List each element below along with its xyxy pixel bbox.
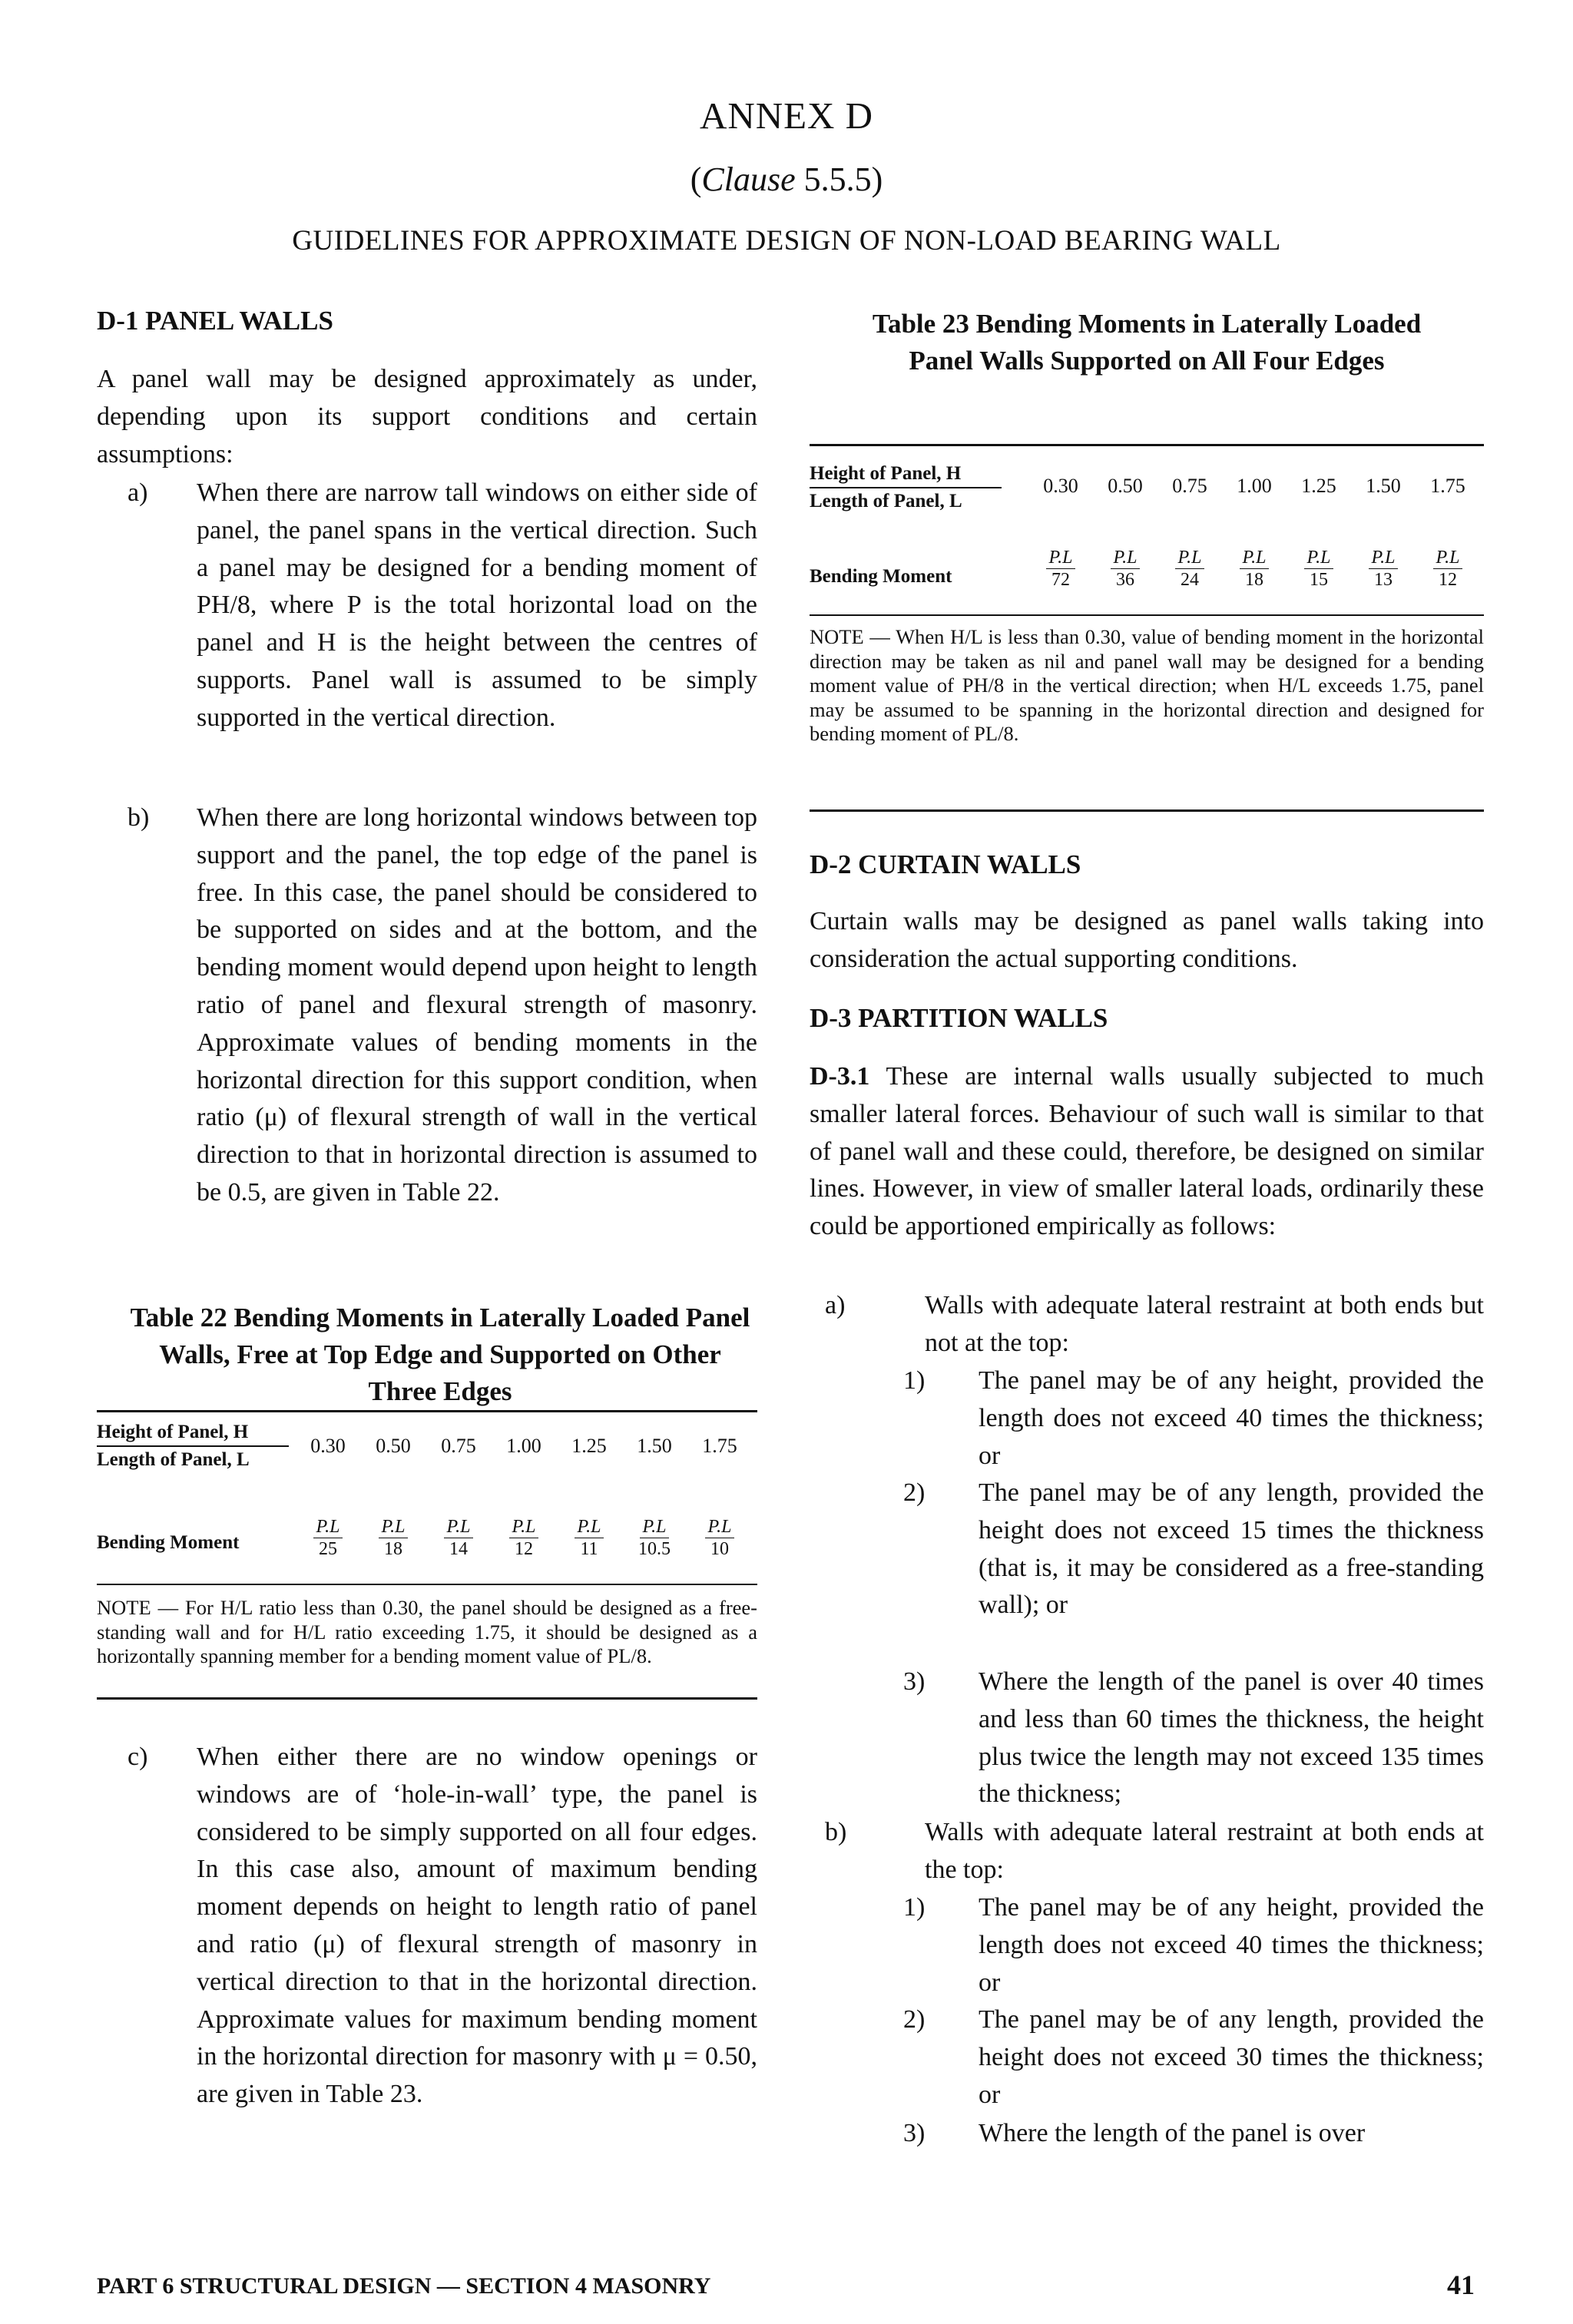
d3-item-b3	[810, 2115, 1484, 2153]
table23-ratio-2: 0.75	[1172, 475, 1207, 497]
table22-moment-2	[432, 1516, 485, 1560]
table23-moment-numerator-0: P.L	[1046, 547, 1076, 569]
table22	[97, 1410, 757, 1687]
d3-item-a1-label: 1)	[903, 1366, 926, 1395]
d1-heading: D-1 PANEL WALLS	[97, 306, 333, 336]
d3-item-b3-label: 3)	[903, 2119, 926, 2147]
table22-ratio-4: 1.25	[571, 1435, 607, 1457]
table22-ratio-label-top: Height of Panel, H	[97, 1422, 249, 1442]
table23-ratio-label-bottom: Length of Panel, L	[810, 491, 962, 511]
table23-moment-label: Bending Moment	[810, 566, 952, 587]
table22-moment-numerator-2: P.L	[444, 1516, 474, 1538]
table23-moment-numerator-3: P.L	[1240, 547, 1270, 569]
table22-moment-4	[562, 1516, 616, 1560]
table22-moment-6	[693, 1516, 747, 1560]
d3-item-a2-text: The panel may be of any length, provided the height does not exceed 15 times the thickness (that is, it may be considered as a free-standing wall); or	[979, 1478, 1484, 1620]
table22-moment-denominator-5: 10.5	[638, 1539, 671, 1559]
d3-item-b	[810, 1814, 1484, 1889]
table23-ratio-4: 1.25	[1301, 475, 1336, 497]
table23-moment-denominator-6: 12	[1439, 570, 1457, 590]
table22-ratio-fraction-line	[97, 1445, 289, 1447]
d3-item-a-text: Walls with adequate lateral restraint at both ends but not at the top:	[925, 1291, 1484, 1357]
table22-note: NOTE — For H/L ratio less than 0.30, the panel should be designed as a free-standing wall and for H/L ratio exceeding 1.75, it should be designed as a horizontally spanning member for a bending moment value of PL/8.	[97, 1596, 757, 1667]
table23-moment-numerator-5: P.L	[1369, 547, 1399, 569]
table22-moment-numerator-0: P.L	[313, 1516, 343, 1538]
d3-item-a2-label: 2)	[903, 1478, 926, 1507]
table23-moment-denominator-3: 18	[1245, 570, 1263, 590]
table23-moment-numerator-4: P.L	[1304, 547, 1334, 569]
table22-ratio-0: 0.30	[310, 1435, 346, 1457]
d2-text: Curtain walls may be designed as panel walls taking into consideration the actual supporting conditions.	[810, 907, 1484, 973]
footer-section-title: PART 6 STRUCTURAL DESIGN — SECTION 4 MASONRY	[97, 2273, 711, 2299]
d3-item-b-text: Walls with adequate lateral restraint at both ends at the top:	[925, 1818, 1484, 1884]
table23-moment-numerator-6: P.L	[1433, 547, 1463, 569]
table22-ratio-6: 1.75	[702, 1435, 737, 1457]
page-number: 41	[1447, 2269, 1475, 2300]
table22-moment-denominator-3: 12	[515, 1539, 533, 1559]
table22-moment-0	[301, 1516, 355, 1560]
table22-moment-numerator-3: P.L	[509, 1516, 539, 1538]
annex-title: ANNEX D	[699, 94, 874, 137]
table23-moment-5	[1356, 547, 1410, 591]
table22-moment-numerator-5: P.L	[640, 1516, 670, 1538]
table22-moment-numerator-1: P.L	[379, 1516, 409, 1538]
table22-moment-denominator-1: 18	[384, 1539, 402, 1559]
table22-moment-5	[628, 1516, 681, 1560]
table22-moment-numerator-4: P.L	[575, 1516, 604, 1538]
table22-ratio-3: 1.00	[506, 1435, 541, 1457]
table22-moment-3	[497, 1516, 551, 1560]
d1-item-a-text: When there are narrow tall windows on either side of panel, the panel spans in the vertical direction. Such a panel may be designed for a bending moment of PH/8, where P is the total horizontal load on the panel and H is the height between the centres of supports. Panel wall is assumed to be simply supported in the vertical direction.	[197, 478, 757, 732]
table22-ratio-label-bottom: Length of Panel, L	[97, 1449, 250, 1470]
table23-ratio-fraction-line	[810, 487, 1002, 488]
table23-ratio-1: 0.50	[1108, 475, 1143, 497]
clause-reference: (Clause 5.5.5)	[690, 161, 883, 198]
table22-ratio-2: 0.75	[441, 1435, 476, 1457]
d3-item-a-label: a)	[825, 1291, 846, 1319]
table23-moment-0	[1034, 547, 1088, 591]
d3-item-b-label: b)	[825, 1818, 847, 1846]
table23-mid-rule	[810, 614, 1484, 616]
d3-item-a3	[810, 1664, 1484, 1813]
table23-top-rule	[810, 444, 1484, 446]
table23-moment-denominator-4: 15	[1310, 570, 1328, 590]
d3-heading: D-3 PARTITION WALLS	[810, 1003, 1108, 1033]
table23-moment-6	[1421, 547, 1475, 591]
d3-item-a3-label: 3)	[903, 1667, 926, 1696]
table23-moment-denominator-1: 36	[1116, 570, 1134, 590]
table23-ratio-3: 1.00	[1237, 475, 1272, 497]
clause-word: Clause	[701, 161, 796, 198]
table22-mid-rule	[97, 1584, 757, 1585]
d1-item-a-label: a)	[127, 478, 148, 507]
d1-item-c-label: c)	[127, 1743, 148, 1771]
table22-moment-label: Bending Moment	[97, 1532, 240, 1553]
d3-1-text: These are internal walls usually subjected to much smaller lateral forces. Behaviour of such wall is similar to that of panel wall and these could, therefore, be designed on similar lines. However, in view of smaller lateral loads, ordinarily these could be apportioned empirically as follows:	[810, 1062, 1484, 1241]
d3-item-b2	[810, 2001, 1484, 2114]
d1-item-b	[97, 799, 757, 1212]
d1-item-a	[97, 475, 757, 737]
d3-item-a3-text: Where the length of the panel is over 40 times and less than 60 times the thickness, the height plus twice the length may not exceed 135 times the thickness;	[979, 1667, 1484, 1809]
table23	[810, 444, 1484, 797]
d3-item-b2-label: 2)	[903, 2005, 926, 2034]
d3-item-a	[810, 1287, 1484, 1362]
d3-item-b3-text: Where the length of the panel is over	[979, 2119, 1366, 2147]
table22-moment-numerator-6: P.L	[705, 1516, 735, 1538]
table23-ratio-0: 0.30	[1043, 475, 1078, 497]
table23-moment-denominator-2: 24	[1181, 570, 1199, 590]
table22-ratio-1: 0.50	[376, 1435, 411, 1457]
clause-number: 5.5.5	[803, 161, 872, 198]
table23-ratio-6: 1.75	[1430, 475, 1465, 497]
d1-intro: A panel wall may be designed approximately as under, depending upon its support conditions and certain assumptions:	[97, 365, 757, 468]
d3-item-b1-label: 1)	[903, 1893, 926, 1922]
d3-1-number: D-3.1	[810, 1062, 870, 1091]
table22-moment-1	[366, 1516, 420, 1560]
table23-moment-4	[1292, 547, 1346, 591]
d3-1-para	[810, 1058, 1484, 1246]
d3-item-a1	[810, 1362, 1484, 1475]
table22-moment-denominator-2: 14	[449, 1539, 468, 1559]
table23-caption: Table 23 Bending Moments in Laterally Loaded Panel Walls Supported on All Four Edges	[872, 309, 1422, 376]
table22-bottom-rule	[97, 1697, 757, 1700]
table23-bottom-rule	[810, 809, 1484, 812]
d3-item-b1	[810, 1889, 1484, 2001]
table23-ratio-5: 1.50	[1366, 475, 1401, 497]
d1-item-c-text: When either there are no window openings or windows are of ‘hole-in-wall’ type, the panel is considered to be simply supported on all four edges. In this case also, amount of maximum bending moment depends on height to length ratio of panel and ratio (μ) of flexural strength of masonry in vertical direction to that in the horizontal direction. Approximate values for maximum bending moment in the horizontal direction for masonry with μ = 0.50, are given in Table 23.	[197, 1743, 757, 2109]
d1-item-c	[97, 1739, 757, 2114]
table22-moment-denominator-4: 11	[580, 1539, 598, 1559]
d1-item-b-text: When there are long horizontal windows between top support and the panel, the top edge of the panel is free. In this case, the panel should be considered to be supported on sides and at the bottom, and the bending moment would depend upon height to length ratio of panel and flexural strength of masonry. Approximate values of bending moments in the horizontal direction for this support condition, when ratio (μ) of flexural strength of wall in the vertical direction to that in horizontal direction is assumed to be 0.5, are given in Table 22.	[197, 803, 757, 1207]
table23-moment-2	[1163, 547, 1217, 591]
table22-ratio-5: 1.50	[637, 1435, 672, 1457]
table23-moment-3	[1227, 547, 1281, 591]
table23-moment-1	[1098, 547, 1152, 591]
table23-moment-numerator-1: P.L	[1111, 547, 1141, 569]
d2-heading: D-2 CURTAIN WALLS	[810, 849, 1081, 879]
table22-caption: Table 22 Bending Moments in Laterally Loaded Panel Walls, Free at Top Edge and Supported on Other Three Edges	[130, 1303, 750, 1406]
table23-ratio-label-top: Height of Panel, H	[810, 463, 962, 484]
table22-moment-denominator-6: 10	[710, 1539, 729, 1559]
d3-item-b1-text: The panel may be of any height, provided the length does not exceed 40 times the thickness; or	[979, 1893, 1484, 1997]
table23-moment-denominator-0: 72	[1051, 570, 1070, 590]
d3-item-b2-text: The panel may be of any length, provided the height does not exceed 30 times the thickness; or	[979, 2005, 1484, 2109]
table23-note: NOTE — When H/L is less than 0.30, value of bending moment in the horizontal direction may be taken as nil and panel wall may be designed for a bending moment value of PH/8 in the vertical direction; when H/L exceeds 1.75, panel may be assumed to be spanning in the horizontal direction and designed for bending moment of PL/8.	[810, 625, 1484, 745]
d1-item-b-label: b)	[127, 803, 150, 832]
d3-item-a1-text: The panel may be of any height, provided the length does not exceed 40 times the thickness; or	[979, 1366, 1484, 1470]
annex-heading: GUIDELINES FOR APPROXIMATE DESIGN OF NON-LOAD BEARING WALL	[292, 225, 1281, 257]
table22-moment-denominator-0: 25	[319, 1539, 337, 1559]
table22-top-rule	[97, 1410, 757, 1412]
table23-moment-denominator-5: 13	[1374, 570, 1393, 590]
table23-moment-numerator-2: P.L	[1175, 547, 1205, 569]
d3-item-a2	[810, 1475, 1484, 1624]
